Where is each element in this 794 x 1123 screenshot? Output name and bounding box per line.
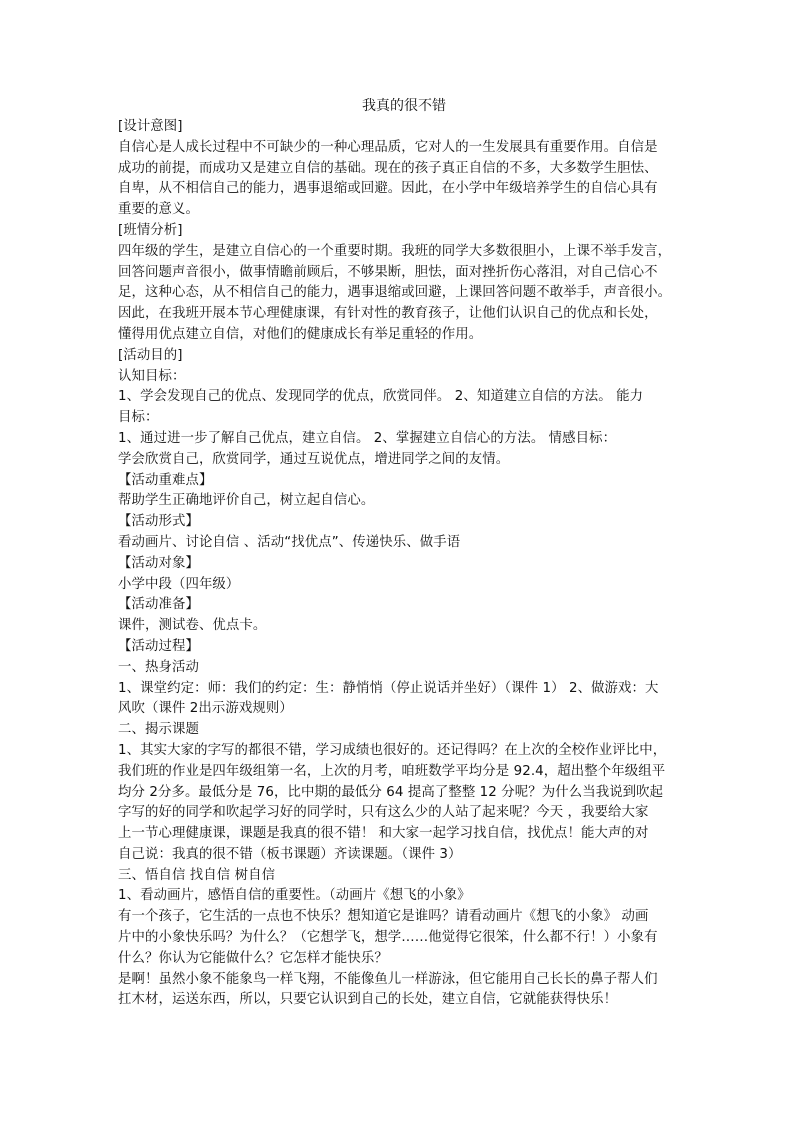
document-page xyxy=(118,95,690,1011)
text-line: 一、热身活动 xyxy=(118,659,199,675)
text-line: [活动目的] xyxy=(118,347,183,363)
text-line: 懂得用优点建立自信，对他们的健康成长有举足重轻的作用。 xyxy=(118,326,483,342)
text-line: 看动画片、讨论自信 、活动“找优点”、传递快乐、做手语 xyxy=(118,534,461,550)
text-line: 足，这种心态，从不相信自己的能力，遇事退缩或回避，上课回答问题不敢举手，声音很小。 xyxy=(118,285,672,301)
document-body xyxy=(118,117,690,1011)
text-line: 回答问题声音很小，做事情瞻前顾后，不够果断，胆怯，面对挫折伤心落泪，对自己信心不 xyxy=(118,264,658,280)
text-line: 成功的前提，而成功又是建立自信的基础。现在的孩子真正自信的不多，大多数学生胆怯、 xyxy=(118,160,658,176)
text-line: 什么？你认为它能做什么？它怎样才能快乐？ xyxy=(118,950,388,966)
text-line: 1、通过进一步了解自己优点，建立自信。 2、掌握建立自信心的方法。 情感目标： xyxy=(118,430,617,446)
document-title: 我真的很不错 xyxy=(362,98,446,114)
text-line: 片中的小象快乐吗？为什么？（它想学飞，想学……他觉得它很笨，什么都不行！）小象有 xyxy=(118,930,658,946)
text-line: [班情分析] xyxy=(118,222,183,238)
text-line: 四年级的学生，是建立自信心的一个重要时期。我班的同学大多数很胆小，上课不举手发言， xyxy=(118,243,672,259)
text-line: 1、看动画片，感悟自信的重要性。（动画片《想飞的小象》 xyxy=(118,888,471,904)
text-line: 【活动对象】 xyxy=(118,555,199,571)
text-line: [设计意图] xyxy=(118,119,183,134)
text-line: 【活动过程】 xyxy=(118,638,199,654)
text-line: 是啊！虽然小象不能象鸟一样飞翔，不能像鱼儿一样游泳，但它能用自己长长的鼻子帮人们 xyxy=(118,971,658,987)
text-line: 帮助学生正确地评价自己，树立起自信心。 xyxy=(118,493,375,509)
text-line: 1、学会发现自己的优点、发现同学的优点，欣赏同伴。 2、知道建立自信的方法。 能力 xyxy=(118,389,644,405)
text-line: 二、揭示课题 xyxy=(118,722,199,738)
text-line: 均分 2分多。最低分是 76，比中期的最低分 64 提高了整整 12 分呢？为什么当我说到吹起 xyxy=(118,784,664,800)
text-line: 目标： xyxy=(118,410,159,426)
text-line: 三、悟自信 找自信 树自信 xyxy=(118,867,276,883)
text-line: 上一节心理健康课，课题是我真的很不错！ 和大家一起学习找自信，找优点！能大声的对 xyxy=(118,826,649,842)
text-line: 风吹（课件 2出示游戏规则） xyxy=(118,701,293,717)
text-line: 1、其实大家的字写的都很不错，学习成绩也很好的。还记得吗？在上次的全校作业评比中， xyxy=(118,742,667,758)
text-line: 课件，测试卷、优点卡。 xyxy=(118,618,267,634)
text-line: 因此，在我班开展本节心理健康课，有针对性的教育孩子，让他们认识自己的优点和长处， xyxy=(118,306,658,322)
text-line: 自卑，从不相信自己的能力，遇事退缩或回避。因此，在小学中年级培养学生的自信心具有 xyxy=(118,181,658,197)
text-line: 【活动准备】 xyxy=(118,597,199,613)
text-line: 【活动重难点】 xyxy=(118,472,213,488)
text-line: 认知目标： xyxy=(118,368,186,384)
text-line: 扛木材，运送东西，所以，只要它认识到自己的长处，建立自信，它就能获得快乐！ xyxy=(118,992,618,1008)
text-line: 学会欣赏自己，欣赏同学，通过互说优点，增进同学之间的友情。 xyxy=(118,451,510,467)
text-line: 自己说：我真的很不错（板书课题）齐读课题。（课件 3） xyxy=(118,846,462,862)
text-line: 小学中段（四年级） xyxy=(118,576,240,592)
text-line: 字写的好的同学和吹起学习好的同学时，只有这么少的人站了起来呢？今天 ，我要给大家 xyxy=(118,805,649,821)
text-line: 重要的意义。 xyxy=(118,202,199,218)
text-line: 我们班的作业是四年级组第一名，上次的月考，咱班数学平均分是 92.4，超出整个年级组平 xyxy=(118,763,666,779)
text-line: 【活动形式】 xyxy=(118,514,199,530)
text-line: 有一个孩子，它生活的一点也不快乐？想知道它是谁吗？请看动画片《想飞的小象》 动画 xyxy=(118,909,649,925)
text-line: 1、课堂约定：师：我们的约定：生：静悄悄（停止说话并坐好）（课件 1） 2、做游戏：大 xyxy=(118,680,659,696)
text-line: 自信心是人成长过程中不可缺少的一种心理品质，它对人的一生发展具有重要作用。自信是 xyxy=(118,139,658,155)
